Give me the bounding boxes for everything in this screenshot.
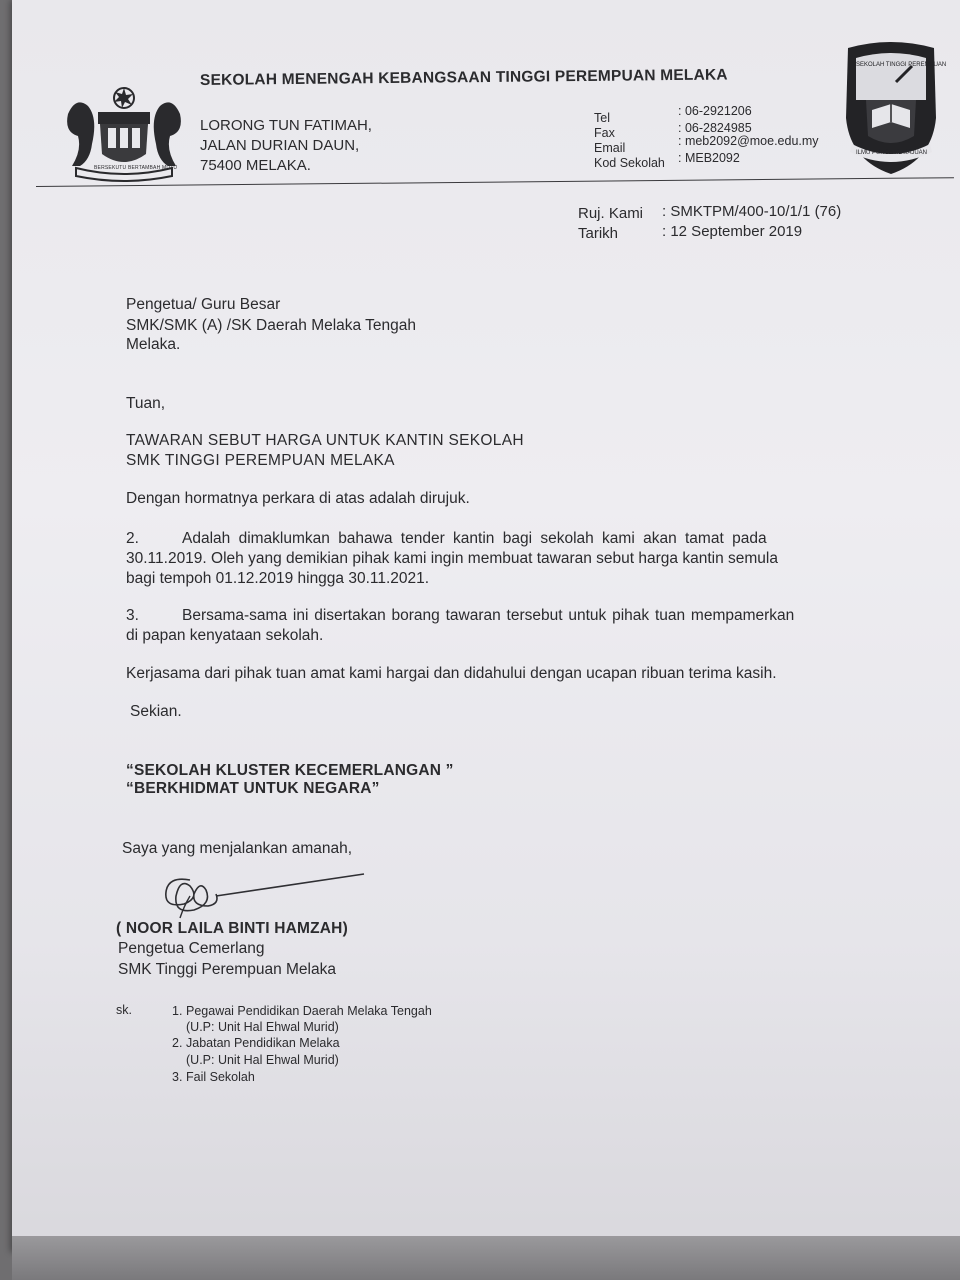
cc-item-2-text: Jabatan Pendidikan Melaka [186,1036,340,1050]
tarikh-label: Tarikh [578,225,619,242]
letter-paper [12,0,960,1252]
cc-label: sk. [116,1003,132,1017]
recipient-line-1: Pengetua/ Guru Besar [126,296,281,313]
subject-line-2: SMK TINGGI PEREMPUAN MELAKA [126,452,395,469]
contact-email-value: : meb2092@moe.edu.my [678,134,819,148]
sign-off-line: Saya yang menjalankan amanah, [122,840,353,857]
para-3-number: 3. [126,607,139,624]
motto-line-2: “BERKHIDMAT UNTUK NEGARA” [126,780,380,797]
address-line-2: JALAN DURIAN DAUN, [200,137,360,154]
cc-item-1-number: 1. [172,1004,183,1018]
para-2-line-2: 30.11.2019. Oleh yang demikian pihak kami ingin membuat tawaran sebut harga kantin semula [126,550,778,567]
signature-icon [150,866,380,928]
address-line-1: LORONG TUN FATIMAH, [200,117,372,134]
address-line-3: 75400 MELAKA. [200,157,311,174]
cc-item-2-number: 2. [172,1036,183,1050]
motto-line-1: “SEKOLAH KLUSTER KECEMERLANGAN ” [126,762,454,779]
salutation: Tuan, [126,395,166,412]
signatory-name: ( NOOR LAILA BINTI HAMZAH) [116,920,348,937]
cc-item-2-sub: (U.P: Unit Hal Ehwal Murid) [186,1053,339,1067]
contact-email-label: Email [594,141,626,155]
opening-line: Dengan hormatnya perkara di atas adalah dirujuk. [126,490,470,507]
para-2-number: 2. [126,530,139,547]
contact-tel-value: : 06-2921206 [678,104,752,118]
contact-fax-label: Fax [594,126,615,140]
cc-item-3-text: Fail Sekolah [186,1070,255,1084]
tarikh-value: : 12 September 2019 [662,223,803,240]
para-2-line-1: Adalah dimaklumkan bahawa tender kantin bagi sekolah kami akan tamat pada [182,530,767,547]
cc-item-1-text: Pegawai Pendidikan Daerah Melaka Tengah [186,1004,432,1018]
left-crest-ribbon-text: BERSEKUTU BERTAMBAH MUTU [94,165,178,171]
signatory-title: Pengetua Cemerlang [118,940,265,957]
recipient-line-3: Melaka. [126,336,181,353]
para-2-line-3: bagi tempoh 01.12.2019 hingga 30.11.2021. [126,570,430,587]
ruj-kami-label: Ruj. Kami [578,205,644,222]
ruj-kami-value: : SMKTPM/400-10/1/1 (76) [662,203,842,220]
recipient-line-2: SMK/SMK (A) /SK Daerah Melaka Tengah [126,317,417,334]
right-crest-top-text: SEKOLAH TINGGI PEREMPUAN [856,62,947,68]
cc-item-3-number: 3. [172,1070,183,1084]
para-3-line-1: Bersama-sama ini disertakan borang tawaran tersebut untuk pihak tuan mempamerkan [182,607,795,624]
para-3-line-2: di papan kenyataan sekolah. [126,627,324,644]
cc-item-1-sub: (U.P: Unit Hal Ehwal Murid) [186,1020,339,1034]
school-crest-icon [836,40,946,178]
contact-fax-value: : 06-2824985 [678,121,752,135]
right-crest-bottom-text: ILMU PUNCA KEMAJUAN [856,150,928,156]
paper-fold-shadow [12,1236,960,1280]
thanks-line: Kerjasama dari pihak tuan amat kami hargai dan didahului dengan ucapan ribuan terima kasih. [126,665,777,682]
school-name-heading: SEKOLAH MENENGAH KEBANGSAAN TINGGI PEREMPUAN MELAKA [199,66,728,89]
subject-line-1: TAWARAN SEBUT HARGA UNTUK KANTIN SEKOLAH [126,432,524,449]
contact-kod-label: Kod Sekolah [594,156,665,170]
contact-tel-label: Tel [594,111,610,125]
signatory-school: SMK Tinggi Perempuan Melaka [118,961,336,978]
closing-line: Sekian. [130,703,182,720]
contact-kod-value: : MEB2092 [678,151,740,165]
